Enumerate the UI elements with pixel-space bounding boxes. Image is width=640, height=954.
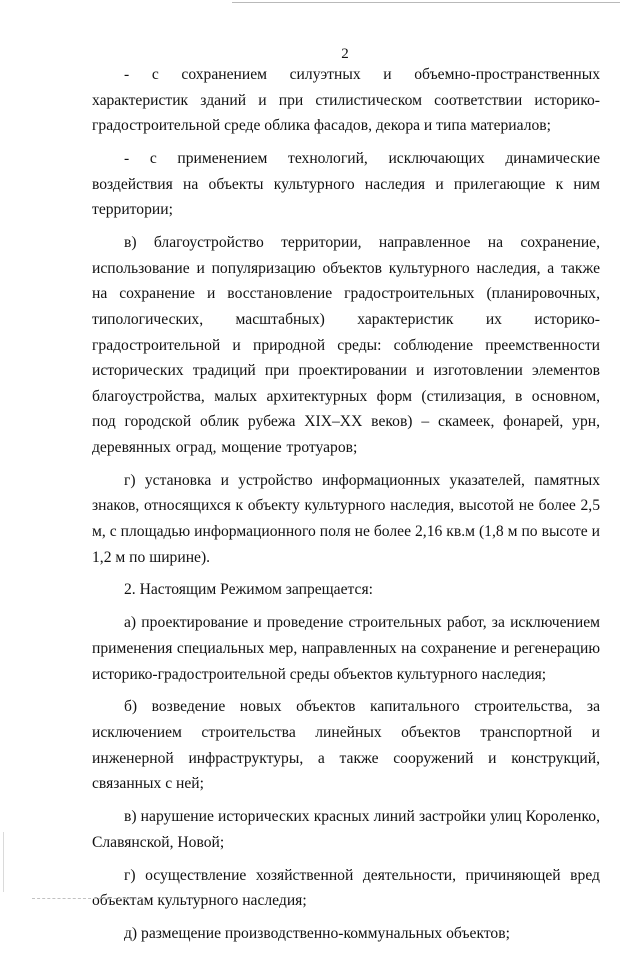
page-number: 2: [341, 46, 349, 62]
paragraph-prohibitions-heading: 2. Настоящим Режимом запрещается:: [124, 581, 373, 599]
paragraph-technologies: - с применением технологий, исключающих динамические воздействия на объекты культурного наследия и прилегающие к ним территории;: [92, 150, 600, 219]
paragraph-landscaping: в) благоустройство территории, направленное на сохранение, использование и популяризацию объектов культурного наследия, а также на сохранение и восстановление градостроительных (планировочных, типологических, масштабных) характеристик их историко-градостроительной и природной среды: соблюдение преемственности исторических традиций при проектировании и изготовлении элементов благоустройства, малых архитектурных форм (стилизация, в основном, под городской облик рубежа XIX–XX веков) – скамеек, фонарей, урн, деревянных оград, мощение тротуаров;: [92, 234, 600, 456]
paragraph-silhouette: - с сохранением силуэтных и объемно-пространственных характеристик зданий и при стилистическом соответствии историко-градостроительной среде облика фасадов, декора и типа материалов;: [92, 66, 600, 135]
scan-top-rule: [232, 2, 620, 3]
paragraph-prohibit-new-buildings: б) возведение новых объектов капитального строительства, за исключением строительства линейных объектов транспортной и инженерной инфраструктуры, а также сооружений и конструкций, связанных с ней;: [92, 698, 600, 793]
paragraph-prohibit-industrial-objects: д) размещение производственно-коммунальных объектов;: [124, 925, 510, 943]
paragraph-prohibit-red-lines: в) нарушение исторических красных линий застройки улиц Короленко, Славянской, Новой;: [92, 808, 600, 851]
scan-bottom-rule: [32, 898, 142, 899]
scan-margin-mark: [3, 832, 4, 892]
paragraph-prohibit-construction-works: а) проектирование и проведение строительных работ, за исключением применения специальных мер, направленных на сохранение и регенерацию историко-градостроительной среды объектов культурного наследия;: [92, 614, 600, 683]
paragraph-info-signs: г) установка и устройство информационных указателей, памятных знаков, относящихся к объекту культурного наследия, высотой не более 2,5 м, с площадью информационного поля не более 2,16 кв.м (1,8 м по высоте и 1,2 м по ширине).: [92, 471, 600, 566]
paragraph-prohibit-economic-activity: г) осуществление хозяйственной деятельности, причиняющей вред объектам культурного наследия;: [92, 866, 600, 910]
document-body: [92, 62, 600, 954]
